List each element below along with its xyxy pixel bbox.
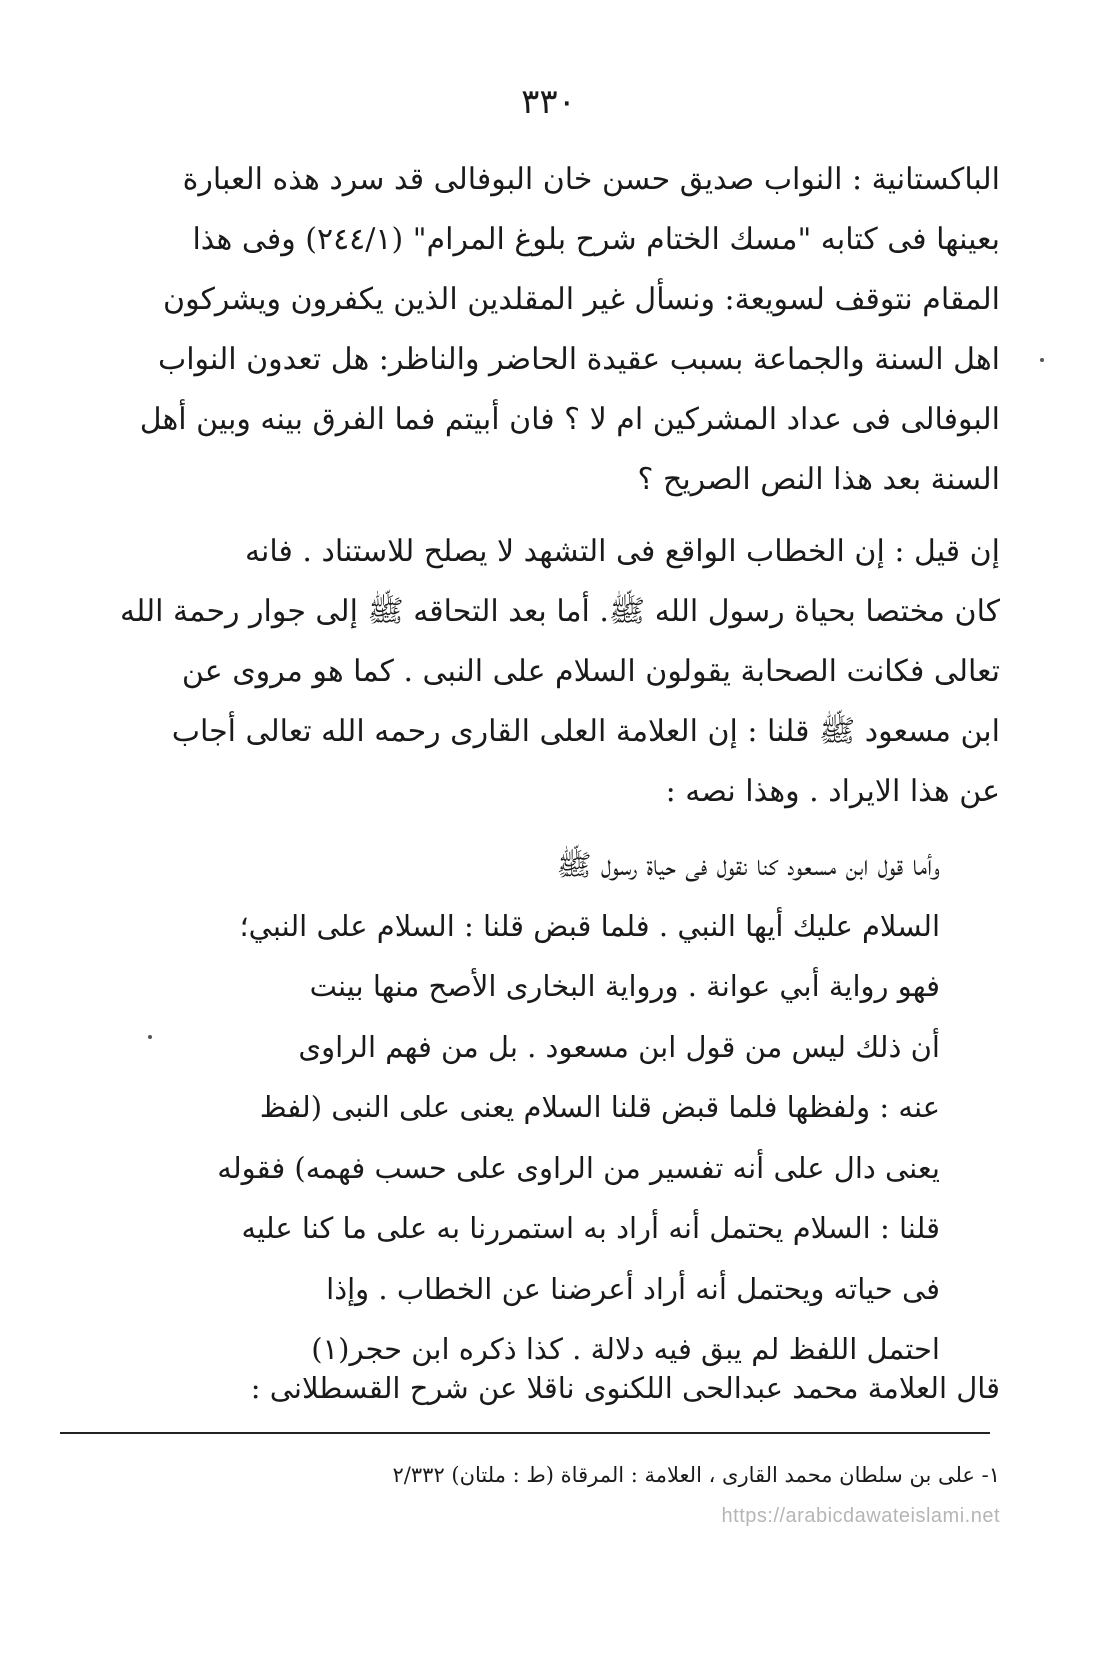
text-line: تعالى فكانت الصحابة يقولون السلام على النبى . كما هو مروى عن	[181, 654, 1000, 689]
text-line: بعينها فى كتابه "مسك الختام شرح بلوغ المرام" (٢٤٤/١) وفى هذا	[192, 222, 1000, 257]
watermark-url: https://arabicdawateislami.net	[721, 1505, 1000, 1527]
text-line: اهل السنة والجماعة بسبب عقيدة الحاضر والناظر: هل تعدون النواب	[157, 342, 1000, 377]
quote-line: قلنا : السلام يحتمل أنه أراد به استمررنا به على ما كنا عليه	[241, 1211, 940, 1245]
paragraph-1	[90, 150, 1000, 510]
text-line: الباكستانية : النواب صديق حسن خان البوفالى قد سرد هذه العبارة	[182, 162, 1000, 197]
text-line: البوفالى فى عداد المشركين ام لا ؟ فان أبيتم فما الفرق بينه وبين أهل	[139, 402, 1000, 437]
quote-line: عنه : ولفظها فلما قبض قلنا السلام يعنى على النبى (لفظ	[259, 1090, 940, 1124]
text-line: إن قيل : إن الخطاب الواقع فى التشهد لا يصلح للاستناد . فانه	[244, 534, 1000, 569]
scan-speck	[148, 1035, 152, 1039]
text-line: عن هذا الايراد . وهذا نصه :	[665, 774, 1000, 809]
text-line: كان مختصا بحياة رسول الله ﷺ. أما بعد التحاقه ﷺ إلى جوار رحمة الله	[120, 594, 1000, 629]
quote-line: يعنى دال على أنه تفسير من الراوى على حسب فهمه) فقوله	[217, 1150, 940, 1185]
quote-line: احتمل اللفظ لم يبق فيه دلالة . كذا ذكره ابن حجر(١)	[311, 1332, 940, 1366]
quote-line: فى حياته ويحتمل أنه أراد أعرضنا عن الخطاب . وإذا	[326, 1271, 940, 1306]
text-line: ابن مسعود ﷺ قلنا : إن العلامة العلى القارى رحمه الله تعالى أجاب	[171, 714, 1000, 749]
footnote-divider	[60, 1432, 990, 1434]
quote-line: وأما قول ابن مسعود كنا نقول فى حياة رسول ﷺ	[556, 848, 940, 882]
scan-speck	[1040, 358, 1044, 362]
block-quote	[150, 835, 940, 1380]
footnote: ١- على بن سلطان محمد القارى ، العلامة : المرقاة (ط : ملتان) ٢/٣٣٢	[392, 1463, 1000, 1487]
text-line: المقام نتوقف لسويعة: ونسأل غير المقلدين الذين يكفرون ويشركون	[163, 282, 1000, 317]
quote-line: السلام عليك أيها النبي . فلما قبض قلنا : السلام على النبي؛	[239, 908, 940, 943]
closing-line: قال العلامة محمد عبدالحى اللكنوى ناقلا عن شرح القسطلانى :	[250, 1371, 1000, 1405]
quote-line: أن ذلك ليس من قول ابن مسعود . بل من فهم الراوى	[298, 1029, 940, 1064]
quote-line: فهو رواية أبي عوانة . ورواية البخارى الأصح منها بينت	[309, 969, 940, 1003]
page-number: ٣٣٠	[521, 82, 576, 122]
paragraph-2	[90, 522, 1000, 822]
text-line: السنة بعد هذا النص الصريح ؟	[637, 462, 1000, 497]
